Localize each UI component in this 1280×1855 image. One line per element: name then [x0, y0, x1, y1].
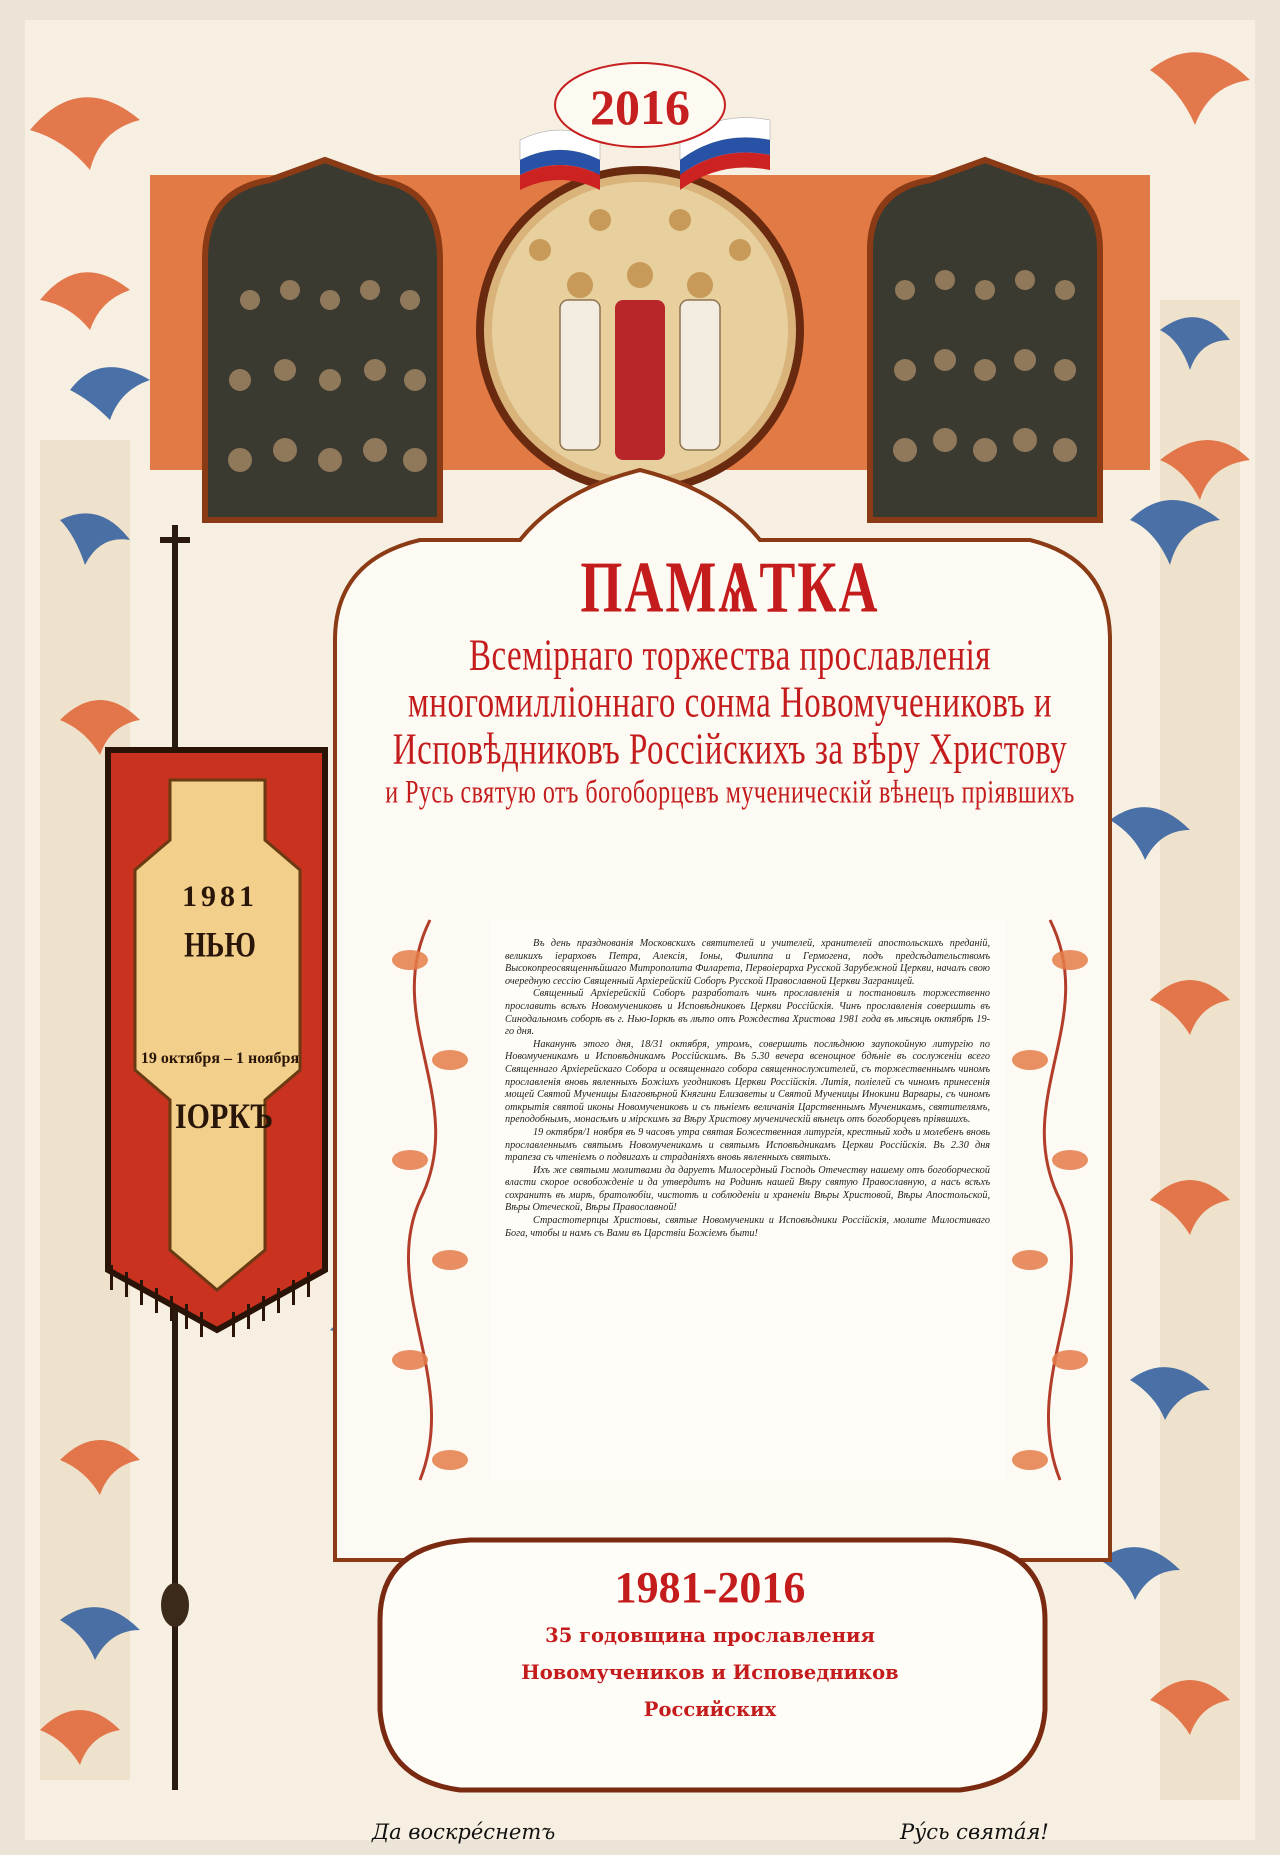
body-text	[505, 938, 990, 1240]
banner-year: 1981	[182, 880, 258, 913]
title-block	[340, 546, 1120, 819]
center-icon-roundel	[480, 170, 800, 490]
body-paragraph: Страстотерпцы Христовы, святые Новомученики и Исповѣдники Россійскія, молите Милостиваго Бога, чтобы и намъ съ Вами въ Царствіи Божіемъ быти!	[505, 1215, 990, 1239]
banner-dates: 19 октября – 1 ноября	[140, 1050, 300, 1067]
anniversary-line-2: Новомучеников и Исповедников	[521, 1661, 899, 1684]
title-line-4: и Русь святую отъ богоборцевъ мученическій вѣнецъ пріявшихъ	[385, 775, 1075, 811]
body-paragraph: 19 октября/1 ноября въ 9 часовъ утра святая Божественная литургія, крестный ходъ и молебенъ вновь прославленнымъ святымъ Новомученикамъ и святымъ Исповѣдникамъ Церкви Россійскія. Въ 2.30 дня трапеза съ чтеніемъ о подвигахъ и страданіяхъ вновь явленныхъ святыхъ.	[505, 1126, 990, 1164]
footer-left-motto: Да воскре́снетъ	[372, 1820, 556, 1844]
left-icon-panel	[205, 160, 440, 520]
banner-city-line1: НЬЮ	[184, 925, 256, 966]
body-paragraph: Ихъ же святыми молитвами да даруетъ Милосердный Господь Отечеству нашему отъ богоборческой власти скорое освобожденіе и да утвердитъ на Родинѣ нашей Вѣру святую Православную, а насъ всѣхъ сохранитъ въ мирѣ, братолюбіи, чистотѣ и соблюденіи и храненіи Вѣры Христовой, Вѣры Апостольской, Вѣры Отеческой, Вѣры Православной!	[505, 1164, 990, 1214]
footer-right-motto: Ру́сь свята́я!	[900, 1820, 1049, 1844]
right-icon-panel	[870, 160, 1100, 520]
anniversary-years: 1981-2016	[614, 1563, 806, 1612]
banner-city-line2: ІОРКЪ	[175, 1096, 274, 1137]
anniversary-box	[420, 1540, 1000, 1724]
body-paragraph: Наканунѣ этого дня, 18/31 октября, утромъ, совершить послѣднюю заупокойную литургію по Новомученикамъ и Исповѣдникамъ Россійскимъ. Въ 5.30 вечера всенощное бдѣніе въ сослуженіи всего Священнаго Архіерейскаго Собора и освященнаго собора священнослужителей, съ торжественнымъ чиномъ прославленія вновь явленныхъ Божіихъ угодниковъ Церкви Россійскія. Литія, полiелей съ чиномъ принесенія мощей Святой Мученицы Благовѣрной Княгини Елизаветы и Святой Мученицы Инокини Варвары, съ чиномъ открытія святой иконы Новомучениковъ и съ пѣніемъ величанія Царственнымъ Мученикамъ, святителямъ, преподобнымъ, монасѣмъ и мірскимъ за Вѣру Христову мученическій вѣнецъ отъ богоборцевъ пріявшихъ.	[505, 1038, 990, 1126]
body-paragraph: Священный Архіерейскій Соборъ разработалъ чинъ прославленія и постановилъ торжественно прославить всѣхъ Новомучениковъ и Исповѣдниковъ Церкви Россійскія. Чинъ прославленія совершить въ Синодальномъ соборѣ въ г. Нью-Іоркѣ въ лѣто отъ Рождества Христова 1981 года въ мѣсяцѣ октябрѣ 19-го дня.	[505, 988, 990, 1038]
anniversary-line-3: Российских	[643, 1698, 777, 1721]
title-line-3: Исповѣдниковъ Россійскихъ за вѣру Христову	[392, 725, 1068, 775]
title-main: ПАМѦТКА	[580, 546, 880, 628]
year-top: 2016	[590, 79, 690, 135]
title-line-1: Всемірнаго торжества прославленія	[469, 631, 991, 681]
title-line-2: многомилліоннаго сонма Новомучениковъ и	[407, 678, 1053, 728]
staff-knob	[161, 1583, 189, 1627]
body-paragraph: Въ день празднованія Московскихъ святителей и учителей, хранителей апостольскихъ преданій, великихъ іерарховъ Петра, Алексія, Іоны, Филиппа и Гермогена, подъ предсѣдательствомъ Высокопреосвященнѣйшаго Митрополита Филарета, Первоіерарха Русской Зарубежной Церкви, началъ свою очередную сессію Священный Архіерейскій Соборъ Русской Православной Церкви Заграницей.	[505, 938, 990, 987]
anniversary-line-1: 35 годовщина прославления	[545, 1624, 875, 1647]
